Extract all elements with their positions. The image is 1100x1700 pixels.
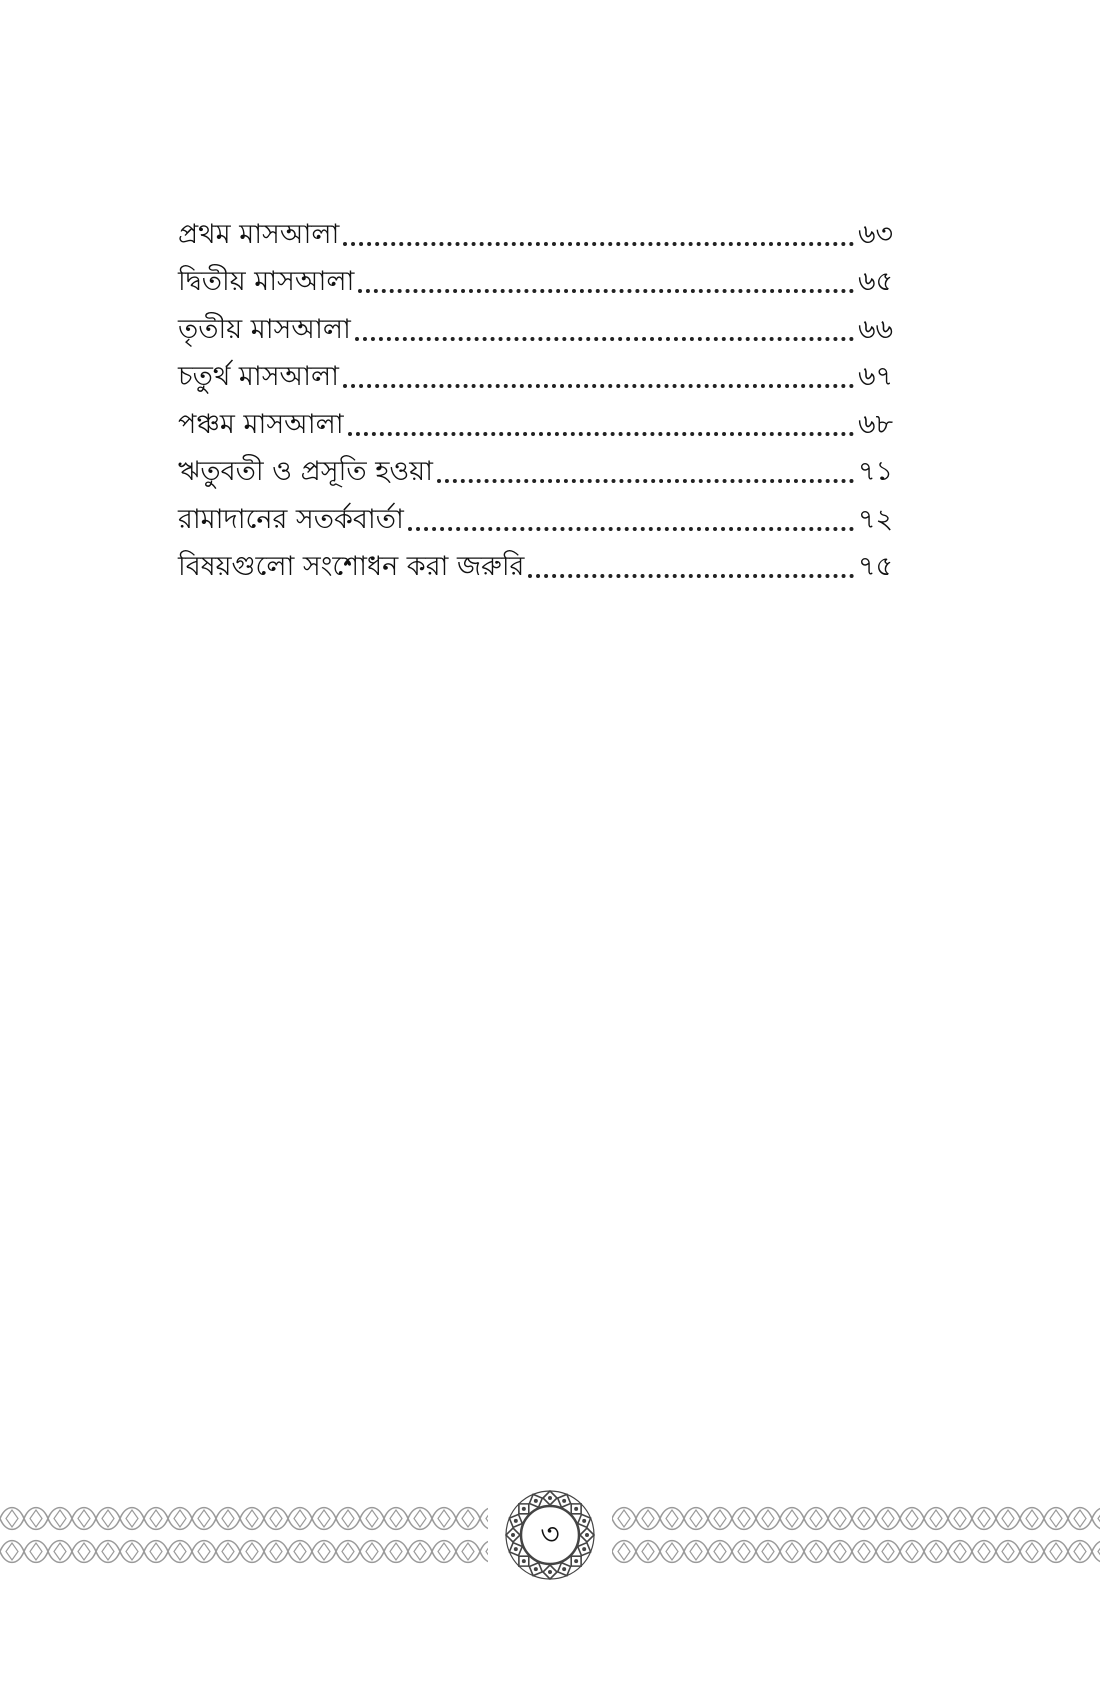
toc-entry[interactable]: [178, 485, 894, 533]
dot-leader: [343, 242, 854, 246]
toc-entry-title: প্রথম মাসআলা: [178, 218, 340, 250]
toc-entry-title: তৃতীয় মাসআলা: [178, 313, 351, 345]
table-of-contents: [178, 200, 894, 580]
toc-entry[interactable]: [178, 343, 894, 391]
toc-entry-title: দ্বিতীয় মাসআলা: [178, 266, 355, 297]
toc-entry-page: ৭১: [858, 456, 894, 487]
dot-leader: [355, 337, 854, 341]
ornamental-border-left: [0, 1502, 488, 1568]
toc-entry-title: ঋতুবতী ও প্রসূতি হওয়া: [178, 456, 433, 487]
toc-entry-title: বিষয়গুলো সংশোধন করা জরুরি: [178, 551, 525, 582]
dot-leader: [408, 527, 854, 531]
toc-entry-page: ৬৫: [858, 266, 894, 297]
ornamental-border-right: [612, 1502, 1100, 1568]
dot-leader: [358, 289, 854, 293]
toc-entry[interactable]: [178, 390, 894, 438]
toc-entry-page: ৭২: [858, 503, 894, 535]
dot-leader: [348, 432, 854, 436]
toc-entry[interactable]: [178, 248, 894, 296]
dot-leader: [528, 574, 854, 578]
toc-entry[interactable]: [178, 200, 894, 248]
toc-entry[interactable]: [178, 295, 894, 343]
page-number: ৩: [540, 1516, 560, 1552]
toc-entry-title: রামাদানের সতর্কবার্তা: [178, 503, 404, 535]
toc-entry-page: ৬৮: [858, 408, 894, 440]
toc-entry-page: ৬৩: [858, 218, 894, 250]
dot-leader: [437, 479, 854, 483]
toc-entry-page: ৭৫: [858, 551, 894, 582]
toc-entry-title: চতুর্থ মাসআলা: [178, 361, 339, 392]
toc-entry-page: ৬৬: [858, 313, 894, 345]
toc-entry[interactable]: [178, 438, 894, 486]
toc-entry-page: ৬৭: [858, 361, 894, 392]
toc-entry[interactable]: [178, 533, 894, 581]
page-footer: [0, 1485, 1100, 1585]
dot-leader: [343, 384, 854, 388]
toc-entry-title: পঞ্চম মাসআলা: [178, 408, 344, 440]
